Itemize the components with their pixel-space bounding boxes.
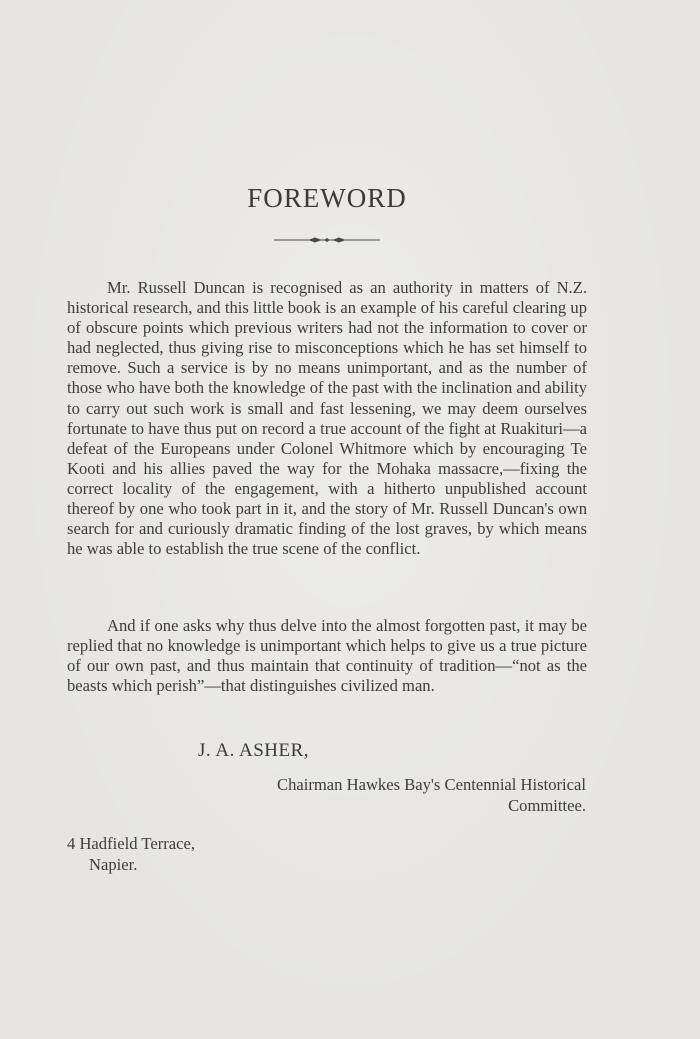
signature-name: J. A. ASHER, [198, 740, 310, 761]
page-title: FOREWORD [247, 183, 407, 214]
signature-title-line-1: Chairman Hawkes Bay's Centennial Historical [277, 775, 586, 794]
address-block [67, 833, 195, 875]
foreword-paragraph-2: And if one asks why thus delve into the almost forgotten past, it may be replied that no knowledge is unimportant which helps to give us a true picture of our own past, and thus maintain that continuity of tradition—“not as the beasts which perish”—that distinguishes civilized man. [67, 616, 587, 696]
signature-title [240, 774, 586, 816]
signature-title-line-2: Committee. [508, 796, 586, 815]
address-line-1: 4 Hadfield Terrace, [67, 834, 195, 853]
decorative-rule-ornament [274, 233, 380, 247]
address-line-2: Napier. [89, 855, 138, 874]
foreword-paragraph-1: Mr. Russell Duncan is recognised as an authority in matters of N.Z. historical research, and this little book is an example of his careful clearing up of obscure points which previous writers had not the information to cover or had neglected, thus giving rise to misconceptions which he has set himself to remove. Such a service is by no means unimportant, and as the number of those who have both the knowledge of the past with the inclination and ability to carry out such work is small and fast lessening, we may deem ourselves fortunate to have thus put on record a true account of the fight at Ruakituri—a defeat of the Europeans under Colonel Whitmore which by encouraging Te Kooti and his allies paved the way for the Mohaka massacre,—fixing the correct locality of the engagement, with a hitherto unpublished account thereof by one who took part in it, and the story of Mr. Russell Duncan's own search for and curiously dramatic finding of the lost graves, by which means he was able to establish the true scene of the conflict. [67, 278, 587, 559]
